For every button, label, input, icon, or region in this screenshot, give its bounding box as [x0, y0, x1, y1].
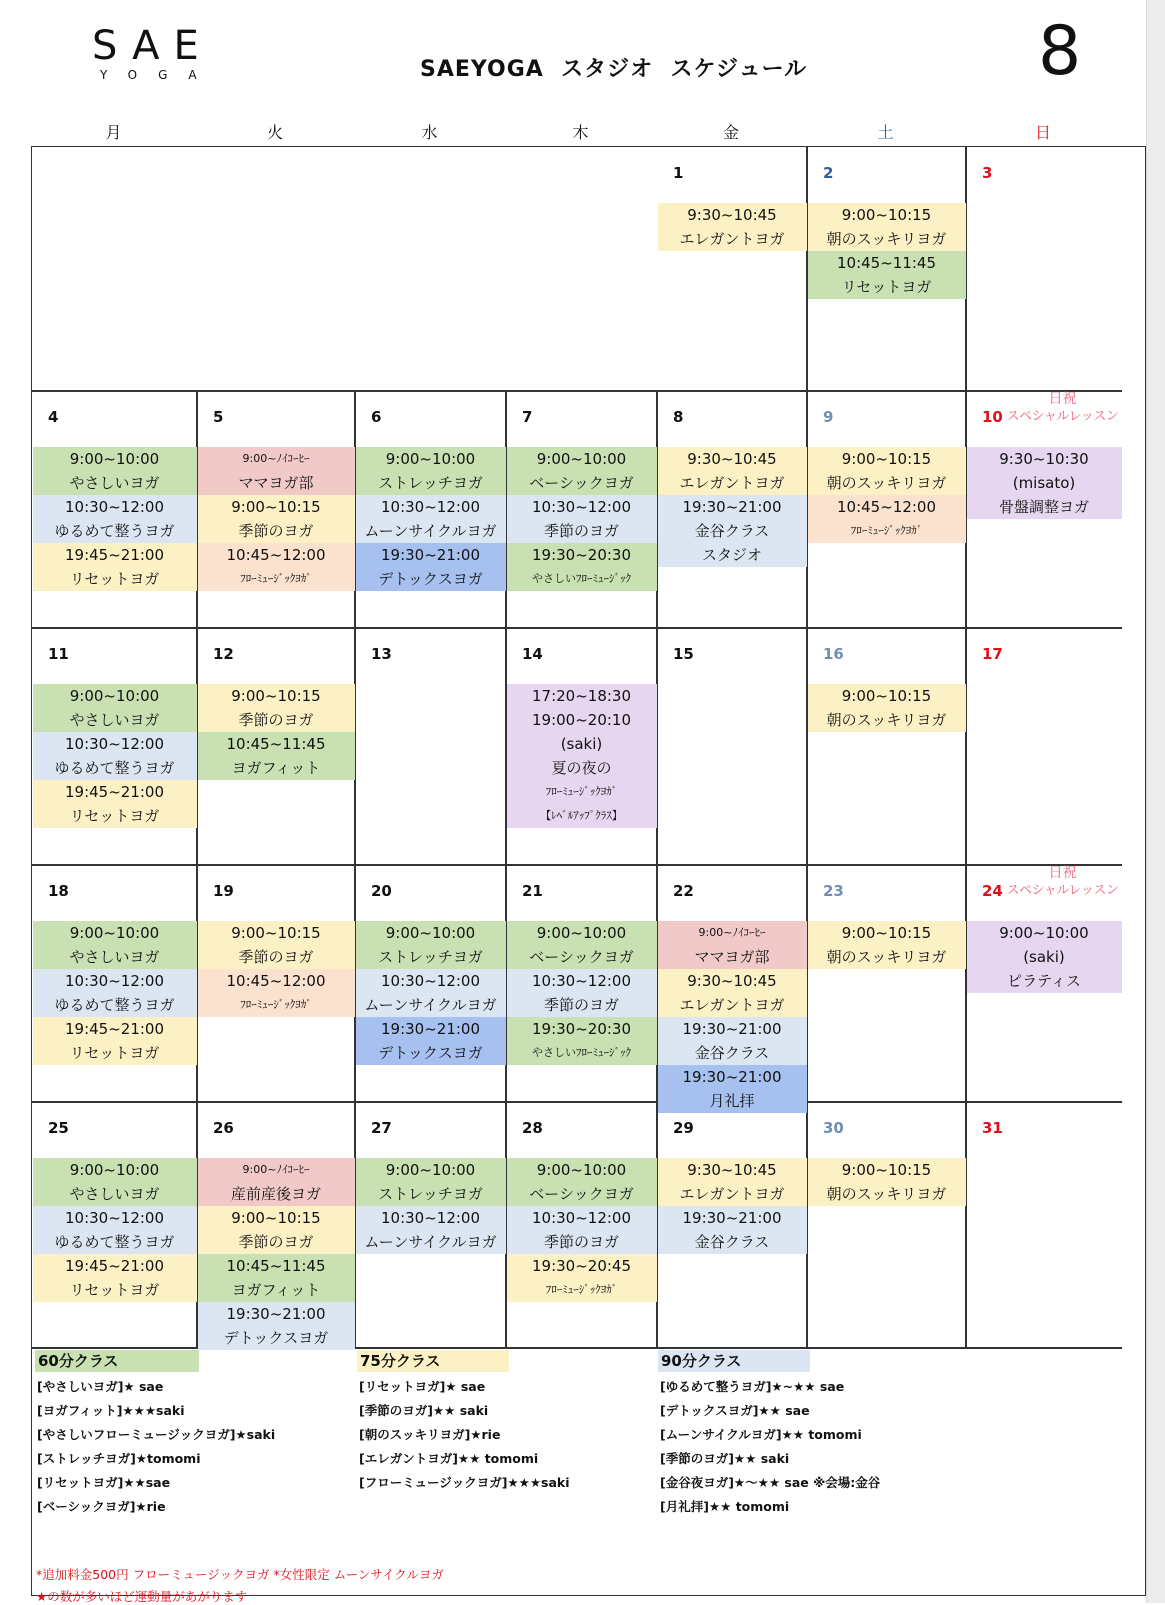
- special-lesson-label: スペシャルレッスン: [1006, 883, 1119, 898]
- weekday-4: 金: [722, 123, 739, 142]
- class-name: ﾌﾛｰﾐｭｰｼﾞｯｸﾖｶﾞ: [545, 785, 618, 798]
- class-name: ストレッチヨガ: [378, 474, 483, 492]
- weekday-3: 木: [572, 123, 589, 142]
- class-slot[interactable]: [198, 543, 355, 591]
- legend-item: [ベーシックヨガ]★rie: [37, 1499, 166, 1514]
- class-slot[interactable]: [198, 447, 355, 495]
- class-time: 9:30~10:45: [687, 972, 777, 990]
- class-time: 9:00~10:00: [536, 924, 627, 942]
- class-name: 季節のヨガ: [238, 522, 314, 540]
- day-number: 26: [213, 1119, 234, 1137]
- legend-item: [季節のヨガ]★★ saki: [359, 1403, 489, 1418]
- class-name: リセットヨガ: [69, 1044, 160, 1062]
- class-time: 9:00~10:00: [69, 450, 160, 468]
- day-number: 30: [823, 1119, 844, 1137]
- class-time: 9:00~10:15: [231, 1209, 321, 1227]
- class-name: エレガントヨガ: [679, 230, 785, 248]
- legend-item: [季節のヨガ]★★ saki: [660, 1451, 790, 1466]
- logo-line2: YOGA: [100, 68, 218, 82]
- class-slot[interactable]: [33, 780, 197, 828]
- class-name: ストレッチヨガ: [378, 948, 483, 966]
- class-time: 10:45~12:00: [226, 546, 326, 564]
- class-time: 19:30~21:00: [226, 1305, 326, 1323]
- class-time: 19:30~21:00: [682, 1068, 782, 1086]
- class-name: 夏の夜の: [551, 759, 612, 777]
- class-time: 9:00~10:15: [231, 687, 321, 705]
- class-name: やさしいヨガ: [69, 1185, 160, 1203]
- class-slot[interactable]: [658, 1017, 807, 1065]
- day-number: 14: [522, 645, 543, 663]
- legend-item: [ヨガフィット]★★★saki: [37, 1403, 185, 1418]
- class-time: 19:45~21:00: [64, 783, 165, 801]
- day-number: 20: [371, 882, 392, 900]
- class-name: ヨガフィット: [231, 1281, 321, 1299]
- class-slot[interactable]: [198, 1158, 355, 1206]
- class-slot[interactable]: [967, 921, 1122, 993]
- class-time: 9:00~10:15: [841, 1161, 932, 1179]
- class-slot[interactable]: [658, 1065, 807, 1113]
- class-slot[interactable]: [356, 921, 506, 969]
- class-time: 19:30~21:00: [682, 498, 782, 516]
- legend-heading: 75分クラス: [357, 1350, 509, 1372]
- day-number: 21: [522, 882, 543, 900]
- class-name: (saki): [1023, 948, 1065, 966]
- class-slot[interactable]: [658, 495, 807, 567]
- class-name: スタジオ: [701, 546, 762, 564]
- day-number: 19: [213, 882, 234, 900]
- class-name: ゆるめて整うヨガ: [54, 522, 175, 540]
- class-name: やさしいヨガ: [69, 948, 160, 966]
- legend-item: [エレガントヨガ]★★ tomomi: [359, 1451, 539, 1466]
- class-name: 季節のヨガ: [543, 522, 619, 540]
- class-name: ﾌﾛｰﾐｭｰｼﾞｯｸﾖｶﾞ: [240, 998, 312, 1011]
- class-name: ﾌﾛｰﾐｭｰｼﾞｯｸﾖｶﾞ: [240, 572, 312, 585]
- class-name: ママヨガ部: [238, 474, 314, 492]
- class-name: ベーシックヨガ: [529, 1185, 634, 1203]
- class-time: 9:00~ﾉｲｺｰﾋｰ: [242, 1163, 310, 1176]
- class-name: リセットヨガ: [69, 807, 160, 825]
- day-number: 12: [213, 645, 234, 663]
- legend-heading: 90分クラス: [658, 1350, 810, 1372]
- class-name: 骨盤調整ヨガ: [998, 498, 1089, 516]
- class-name: デトックスヨガ: [378, 1044, 483, 1062]
- class-slot[interactable]: [356, 543, 506, 591]
- class-name: エレガントヨガ: [679, 1185, 785, 1203]
- day-number: 23: [823, 882, 844, 900]
- class-slot[interactable]: [356, 447, 506, 495]
- day-number: 1: [673, 164, 684, 182]
- class-slot[interactable]: [808, 684, 966, 732]
- class-name: 金谷クラス: [694, 522, 770, 540]
- class-name: 朝のスッキリヨガ: [826, 948, 947, 966]
- legend-item: [月礼拝]★★ tomomi: [660, 1499, 790, 1514]
- class-time: 9:00~10:15: [841, 450, 932, 468]
- day-number: 6: [371, 408, 382, 426]
- class-name: リセットヨガ: [841, 278, 932, 296]
- class-slot[interactable]: [507, 447, 657, 495]
- legend-item: [ゆるめて整うヨガ]★~★★ sae: [660, 1379, 845, 1394]
- class-slot[interactable]: [198, 1254, 355, 1302]
- class-slot[interactable]: [356, 1017, 506, 1065]
- legend-item: [ストレッチヨガ]★tomomi: [37, 1451, 201, 1466]
- class-name: ムーンサイクルヨガ: [364, 1233, 497, 1251]
- day-number: 8: [673, 408, 684, 426]
- class-time: 10:30~12:00: [64, 1209, 165, 1227]
- class-slot[interactable]: [658, 969, 807, 1017]
- class-name: やさしいヨガ: [69, 711, 160, 729]
- day-number: 29: [673, 1119, 694, 1137]
- class-name: 季節のヨガ: [543, 1233, 619, 1251]
- class-time: 10:30~12:00: [64, 735, 165, 753]
- class-name: ベーシックヨガ: [529, 948, 634, 966]
- class-time: 9:00~10:15: [841, 206, 932, 224]
- day-number: 4: [48, 408, 59, 426]
- class-slot[interactable]: [33, 495, 197, 543]
- class-name: 月礼拝: [709, 1092, 755, 1110]
- day-number: 16: [823, 645, 844, 663]
- legend-item: [やさしいヨガ]★ sae: [37, 1379, 164, 1394]
- class-slot[interactable]: [198, 684, 355, 732]
- weekday-6: 日: [1034, 123, 1051, 142]
- class-time: 19:45~21:00: [64, 1257, 165, 1275]
- class-slot[interactable]: [33, 543, 197, 591]
- class-name: 金谷クラス: [694, 1233, 770, 1251]
- legend-item: [金谷夜ヨガ]★～★★ sae ※会場:金谷: [660, 1475, 881, 1490]
- class-time: 9:30~10:45: [687, 206, 777, 224]
- class-name: デトックスヨガ: [223, 1329, 329, 1347]
- class-time: 19:30~20:45: [531, 1257, 632, 1275]
- class-time: 9:00~10:00: [385, 450, 476, 468]
- class-slot[interactable]: [658, 1158, 807, 1206]
- class-time: 9:30~10:45: [687, 1161, 777, 1179]
- class-name: ベーシックヨガ: [529, 474, 634, 492]
- class-time: 19:30~20:30: [531, 546, 632, 564]
- class-name: 【ﾚﾍﾞﾙｱｯﾌﾟｸﾗｽ】: [540, 809, 623, 822]
- class-slot[interactable]: [33, 447, 197, 495]
- class-slot[interactable]: [198, 969, 355, 1017]
- note-star-meaning: ★の数が多いほど運動量があがります: [36, 1589, 248, 1604]
- class-time: 9:30~10:45: [687, 450, 777, 468]
- class-time: 9:00~10:00: [69, 687, 160, 705]
- day-number: 31: [982, 1119, 1003, 1137]
- class-name: 朝のスッキリヨガ: [826, 1185, 947, 1203]
- class-name: ゆるめて整うヨガ: [54, 759, 175, 777]
- class-slot[interactable]: [33, 1206, 197, 1254]
- class-name: やさしいヨガ: [69, 474, 160, 492]
- class-time: 19:30~21:00: [380, 546, 481, 564]
- class-time: 9:00~10:00: [385, 924, 476, 942]
- legend-heading: 60分クラス: [35, 1350, 199, 1372]
- class-slot[interactable]: [356, 969, 506, 1017]
- class-slot[interactable]: [33, 1158, 197, 1206]
- class-time: 9:00~10:00: [385, 1161, 476, 1179]
- legend-item: [朝のスッキリヨガ]★rie: [359, 1427, 501, 1442]
- class-slot[interactable]: [356, 495, 506, 543]
- class-name: (saki): [560, 735, 603, 753]
- class-name: ムーンサイクルヨガ: [364, 996, 497, 1014]
- class-slot[interactable]: [967, 447, 1122, 519]
- class-slot[interactable]: [507, 543, 657, 591]
- day-number: 3: [982, 164, 993, 182]
- weekday-5: 土: [877, 123, 894, 142]
- class-name: 季節のヨガ: [238, 711, 314, 729]
- class-time: 19:30~21:00: [682, 1209, 782, 1227]
- class-time: 9:00~10:00: [69, 1161, 160, 1179]
- class-slot[interactable]: [507, 1017, 657, 1065]
- calendar-grid: [31, 146, 1146, 1596]
- page-title: SAEYOGA スタジオ スケジュール: [420, 57, 808, 82]
- class-name: やさしいﾌﾛｰﾐｭｰｼﾞｯｸ: [532, 1046, 631, 1059]
- class-time: 10:30~12:00: [380, 1209, 481, 1227]
- class-time: 9:30~10:30: [999, 450, 1089, 468]
- class-time: 19:30~21:00: [380, 1020, 481, 1038]
- holiday-special-label: [1004, 391, 1121, 425]
- day-number: 18: [48, 882, 69, 900]
- page-edge: [1146, 0, 1165, 1603]
- class-slot[interactable]: [658, 447, 807, 495]
- class-time: 19:30~20:30: [531, 1020, 632, 1038]
- class-time: 9:00~10:00: [536, 1161, 627, 1179]
- day-number: 13: [371, 645, 392, 663]
- legend-item: [やさしいフローミュージックヨガ]★saki: [37, 1427, 276, 1442]
- class-time: 10:45~12:00: [226, 972, 326, 990]
- holiday-label: 日祝: [1048, 391, 1077, 407]
- class-slot[interactable]: [808, 203, 966, 251]
- holiday-label: 日祝: [1048, 865, 1077, 881]
- class-time: 9:00~10:15: [841, 687, 932, 705]
- class-name: (misato): [1012, 474, 1076, 492]
- class-slot[interactable]: [198, 495, 355, 543]
- class-slot[interactable]: [808, 921, 966, 969]
- class-name: 朝のスッキリヨガ: [826, 711, 947, 729]
- class-time: 9:00~ﾉｲｺｰﾋｰ: [698, 926, 766, 939]
- day-number: 5: [213, 408, 224, 426]
- day-number: 15: [673, 645, 694, 663]
- day-number: 27: [371, 1119, 392, 1137]
- class-slot[interactable]: [507, 1254, 657, 1302]
- class-time: 10:45~11:45: [836, 254, 937, 272]
- day-number: 22: [673, 882, 694, 900]
- class-time: 10:45~11:45: [226, 735, 326, 753]
- day-number: 11: [48, 645, 69, 663]
- weekday-2: 水: [421, 123, 438, 142]
- class-slot[interactable]: [808, 1158, 966, 1206]
- class-slot[interactable]: [507, 1158, 657, 1206]
- class-slot[interactable]: [198, 1206, 355, 1254]
- class-time: 9:00~ﾉｲｺｰﾋｰ: [242, 452, 310, 465]
- class-slot[interactable]: [658, 921, 807, 969]
- day-number: 9: [823, 408, 834, 426]
- class-time: 10:30~12:00: [64, 972, 165, 990]
- day-number: 25: [48, 1119, 69, 1137]
- day-number: 2: [823, 164, 834, 182]
- class-time: 9:00~10:15: [231, 498, 321, 516]
- class-slot[interactable]: [198, 732, 355, 780]
- class-name: 朝のスッキリヨガ: [826, 474, 947, 492]
- class-name: ヨガフィット: [231, 759, 321, 777]
- legend-item: [リセットヨガ]★★sae: [37, 1475, 171, 1490]
- class-name: ストレッチヨガ: [378, 1185, 483, 1203]
- class-time: 9:00~10:15: [841, 924, 932, 942]
- weekday-0: 月: [105, 123, 122, 142]
- special-lesson-label: スペシャルレッスン: [1006, 409, 1119, 424]
- legend-item: [デトックスヨガ]★★ sae: [660, 1403, 810, 1418]
- class-slot[interactable]: [356, 1158, 506, 1206]
- class-slot[interactable]: [198, 1302, 355, 1350]
- class-slot[interactable]: [808, 447, 966, 495]
- class-slot[interactable]: [33, 732, 197, 780]
- class-time: 19:45~21:00: [64, 1020, 165, 1038]
- class-name: ピラティス: [1007, 972, 1081, 990]
- logo-line1: SAE: [92, 23, 213, 69]
- class-name: やさしいﾌﾛｰﾐｭｰｼﾞｯｸ: [532, 572, 631, 585]
- class-name: ﾌﾛｰﾐｭｰｼﾞｯｸﾖｶﾞ: [850, 524, 923, 537]
- class-time: 10:30~12:00: [380, 972, 481, 990]
- class-name: ママヨガ部: [694, 948, 770, 966]
- class-time: 9:00~10:00: [69, 924, 160, 942]
- class-slot[interactable]: [33, 1017, 197, 1065]
- class-slot[interactable]: [507, 495, 657, 543]
- class-slot[interactable]: [33, 684, 197, 732]
- class-name: 季節のヨガ: [238, 948, 314, 966]
- class-slot[interactable]: [658, 1206, 807, 1254]
- class-name: ﾌﾛｰﾐｭｰｼﾞｯｸﾖｶﾞ: [545, 1283, 618, 1296]
- day-number: 28: [522, 1119, 543, 1137]
- class-time: 17:20~18:30: [531, 687, 632, 705]
- class-name: デトックスヨガ: [378, 570, 483, 588]
- class-name: ムーンサイクルヨガ: [364, 522, 497, 540]
- class-slot[interactable]: [33, 921, 197, 969]
- class-name: 産前産後ヨガ: [230, 1185, 321, 1203]
- class-slot[interactable]: [658, 203, 807, 251]
- class-time: 10:30~12:00: [380, 498, 481, 516]
- class-name: 季節のヨガ: [543, 996, 619, 1014]
- day-number: 7: [522, 408, 533, 426]
- day-number: 24: [982, 882, 1003, 900]
- class-slot[interactable]: [33, 969, 197, 1017]
- class-slot[interactable]: [507, 921, 657, 969]
- class-slot[interactable]: [808, 495, 966, 543]
- class-name: 季節のヨガ: [238, 1233, 314, 1251]
- class-slot[interactable]: [507, 684, 657, 828]
- class-time: 9:00~10:00: [536, 450, 627, 468]
- day-number: 17: [982, 645, 1003, 663]
- class-time: 9:00~10:00: [999, 924, 1089, 942]
- class-slot[interactable]: [198, 921, 355, 969]
- class-slot[interactable]: [33, 1254, 197, 1302]
- class-name: リセットヨガ: [69, 570, 160, 588]
- class-time: 19:30~21:00: [682, 1020, 782, 1038]
- weekday-1: 火: [266, 123, 283, 142]
- class-time: 10:30~12:00: [64, 498, 165, 516]
- month-number: 8: [1038, 12, 1082, 91]
- legend-item: [フローミュージックヨガ]★★★saki: [359, 1475, 570, 1490]
- class-time: 10:45~11:45: [226, 1257, 326, 1275]
- class-slot[interactable]: [356, 1206, 506, 1254]
- class-slot[interactable]: [507, 1206, 657, 1254]
- class-time: 10:30~12:00: [531, 498, 632, 516]
- sae-yoga-logo: [82, 23, 218, 82]
- class-name: ゆるめて整うヨガ: [54, 1233, 175, 1251]
- class-time: 10:30~12:00: [531, 1209, 632, 1227]
- class-time: 10:45~12:00: [836, 498, 937, 516]
- class-name: 金谷クラス: [694, 1044, 770, 1062]
- class-slot[interactable]: [808, 251, 966, 299]
- class-name: 19:00~20:10: [531, 711, 632, 729]
- legend-item: [リセットヨガ]★ sae: [359, 1379, 486, 1394]
- class-name: ゆるめて整うヨガ: [54, 996, 175, 1014]
- class-name: エレガントヨガ: [679, 996, 785, 1014]
- class-name: エレガントヨガ: [679, 474, 785, 492]
- class-time: 19:45~21:00: [64, 546, 165, 564]
- legend-item: [ムーンサイクルヨガ]★★ tomomi: [660, 1427, 862, 1442]
- class-slot[interactable]: [507, 969, 657, 1017]
- note-extra-fee: *追加料金500円 フローミュージックヨガ *女性限定 ムーンサイクルヨガ: [36, 1567, 444, 1582]
- holiday-special-label: [1004, 865, 1121, 899]
- class-name: リセットヨガ: [69, 1281, 160, 1299]
- class-name: 朝のスッキリヨガ: [826, 230, 947, 248]
- day-number: 10: [982, 408, 1003, 426]
- class-time: 10:30~12:00: [531, 972, 632, 990]
- class-time: 9:00~10:15: [231, 924, 321, 942]
